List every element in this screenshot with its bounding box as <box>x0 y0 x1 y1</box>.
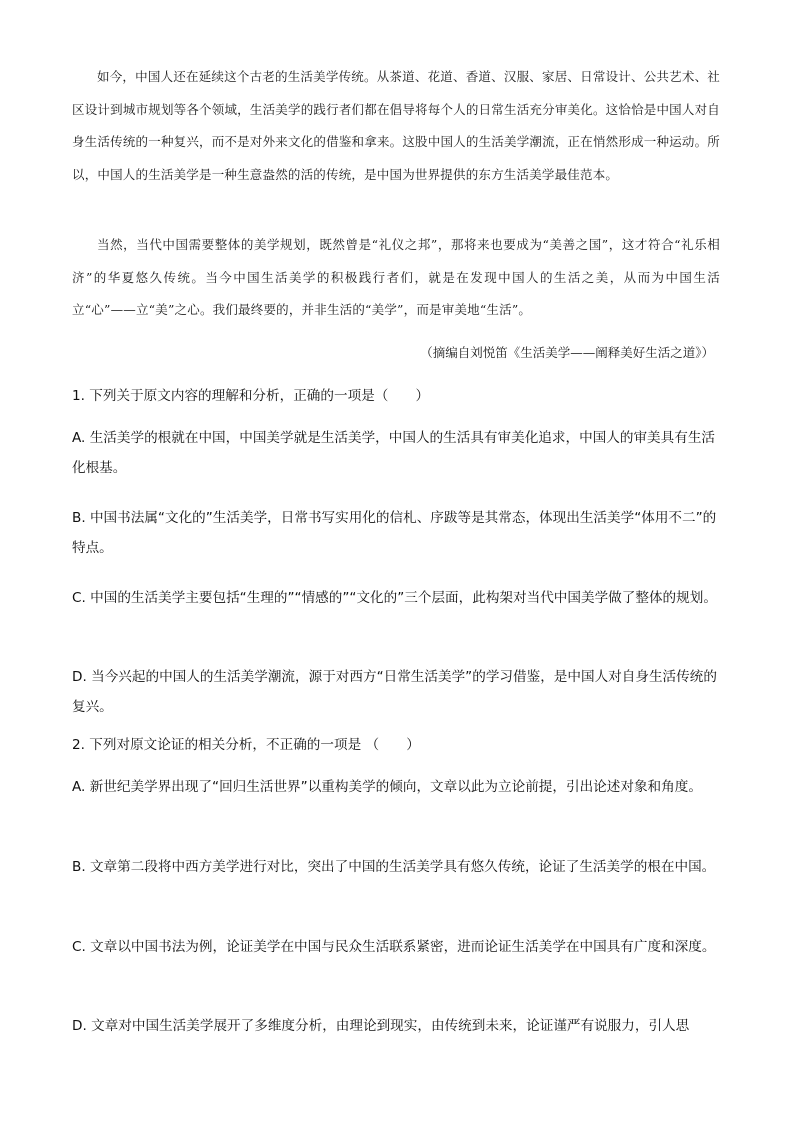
passage-paragraph-2 <box>72 229 720 327</box>
option-d: D. 当今兴起的中国人的生活美学潮流，源于对西方“日常生活美学”的学习借鉴，是中国人对自身生活传统的复兴。 <box>72 669 717 715</box>
passage-paragraph-1 <box>72 61 720 191</box>
source-citation: （摘编自刘悦笛《生活美学——阐释美好生活之道》） <box>420 345 714 360</box>
question-stem: 1. 下列关于原文内容的理解和分析，正确的一项是（ ） <box>72 388 430 404</box>
option-c: C. 中国的生活美学主要包括“生理的”“情感的”“文化的”三个层面，此构架对当代中国美学做了整体的规划。 <box>72 590 717 606</box>
paragraph-text: 如今，中国人还在延续这个古老的生活美学传统。从茶道、花道、香道、汉服、家居、日常设计、公共艺术、社区设计到城市规划等各个领域，生活美学的践行者们都在倡导将每个人的日常生活充分审美化。这恰恰是中国人对自身生活传统的一种复兴，而不是对外来文化的借鉴和拿来。这股中国人的生活美学潮流，正在悄然形成一种运动。所以，中国人的生活美学是一种生意盎然的活的传统，是中国为世界提供的东方生活美学最佳范本。 <box>72 69 720 182</box>
option-a: A. 新世纪美学界出现了“回归生活世界”以重构美学的倾向，文章以此为立论前提，引出论述对象和角度。 <box>72 779 702 795</box>
question-2 <box>72 730 722 1034</box>
paragraph-text: 当然，当代中国需要整体的美学规划，既然曾是“礼仪之邦”，那将来也要成为“美善之国”，这才符合“礼乐相济”的华夏悠久传统。当今中国生活美学的积极践行者们，就是在发现中国人的生活之美，从而为中国生活立“心”——立“美”之心。我们最终要的，并非生活的“美学”，而是审美地“生活”。 <box>72 237 720 317</box>
question-stem: 2. 下列对原文论证的相关分析，不正确的一项是 （ ） <box>72 737 420 753</box>
option-c: C. 文章以中国书法为例，论证美学在中国与民众生活联系紧密，进而论证生活美学在中国具有广度和深度。 <box>72 939 716 955</box>
option-d: D. 文章对中国生活美学展开了多维度分析，由理论到现实，由传统到未来，论证谨严有说服力，引人思 <box>72 1018 690 1034</box>
option-b: B. 文章第二段将中西方美学进行对比，突出了中国的生活美学具有悠久传统，论证了生活美学的根在中国。 <box>72 859 716 875</box>
option-b: B. 中国书法属“文化的”生活美学，日常书写实用化的信札、序跋等是其常态，体现出生活美学“体用不二”的特点。 <box>72 510 717 556</box>
question-1 <box>72 381 722 715</box>
option-a: A. 生活美学的根就在中国，中国美学就是生活美学，中国人的生活具有审美化追求，中国人的审美具有生活化根基。 <box>72 430 716 476</box>
